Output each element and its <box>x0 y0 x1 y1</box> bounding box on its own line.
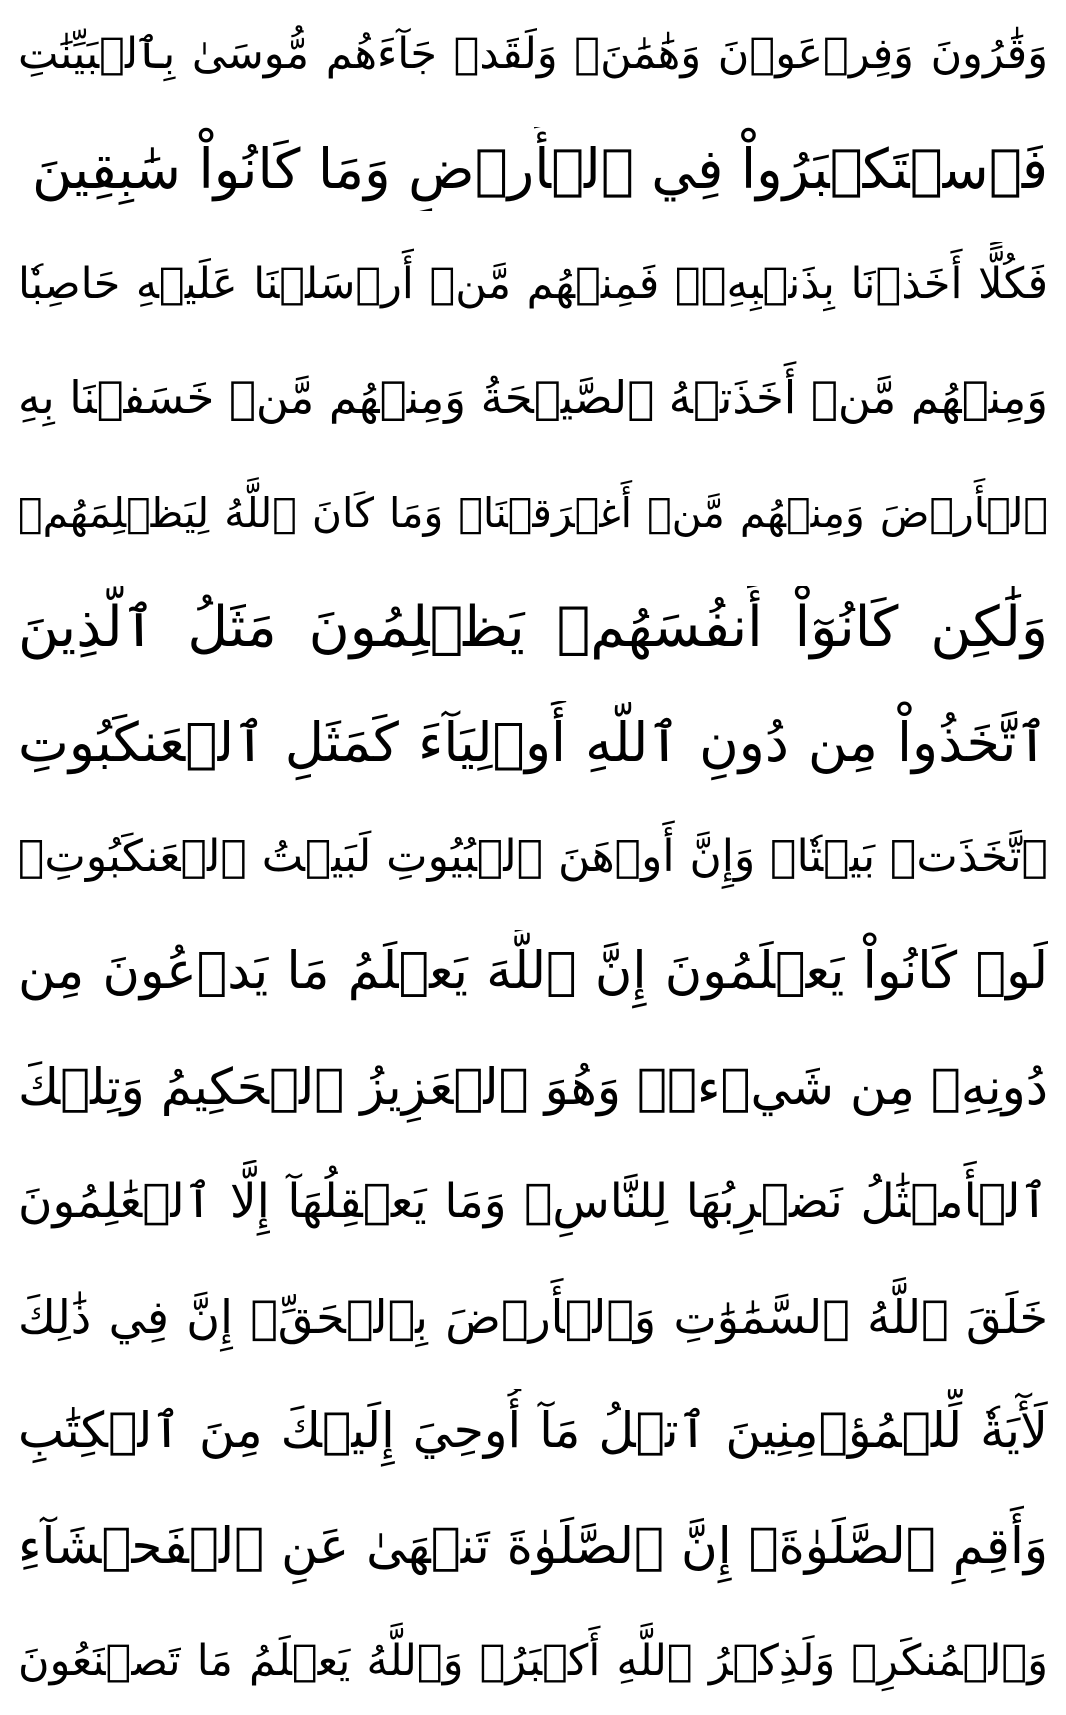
verse-line-11: ٱلۡأَمۡثَٰلُ نَضۡرِبُهَا لِلنَّاسِۖ وَمَا يَعۡقِلُهَآ إِلَّا ٱلۡعَٰلِمُونَ <box>18 1173 1048 1229</box>
verse-line-2: فَٱسۡتَكۡبَرُواْ فِي ٱلۡأَرۡضِ وَمَا كَانُواْ سَٰبِقِينَ <box>32 136 1048 201</box>
verse-line-6: وَلَٰكِن كَانُوٓاْ أَنفُسَهُمۡ يَظۡلِمُونَ مَثَلُ ٱلَّذِينَ <box>18 594 1048 660</box>
verse-line-4: وَمِنۡهُم مَّنۡ أَخَذَتۡهُ ٱلصَّيۡحَةُ وَمِنۡهُم مَّنۡ خَسَفۡنَا بِهِ <box>18 371 1048 425</box>
verse-line-5: ٱلۡأَرۡضَ وَمِنۡهُم مَّنۡ أَغۡرَقۡنَاۚ وَمَا كَانَ ٱللَّهُ لِيَظۡلِمَهُمۡ <box>18 489 1048 538</box>
verse-line-14: وَأَقِمِ ٱلصَّلَوٰةَۖ إِنَّ ٱلصَّلَوٰةَ تَنۡهَىٰ عَنِ ٱلۡفَحۡشَآءِ <box>18 1517 1048 1576</box>
verse-text-block <box>18 12 1048 1703</box>
verse-line-10: دُونِهِۦ مِن شَيۡءٖۚ وَهُوَ ٱلۡعَزِيزُ ٱلۡحَكِيمُ وَتِلۡكَ <box>18 1058 1048 1117</box>
verse-line-3: فَكُلًّا أَخَذۡنَا بِذَنۢبِهِۦۖ فَمِنۡهُم مَّنۡ أَرۡسَلۡنَا عَلَيۡهِ حَاصِبٗا <box>18 258 1048 309</box>
verse-line-8: ٱتَّخَذَتۡ بَيۡتٗاۖ وَإِنَّ أَوۡهَنَ ٱلۡبُيُوتِ لَبَيۡتُ ٱلۡعَنكَبُوتِۚ <box>18 831 1048 883</box>
verse-line-1: وَقَٰرُونَ وَفِرۡعَوۡنَ وَهَٰمَٰنَۖ وَلَقَدۡ جَآءَهُم مُّوسَىٰ بِٱلۡبَيِّنَٰتِ <box>18 29 1048 79</box>
verse-line-7: ٱتَّخَذُواْ مِن دُونِ ٱللَّهِ أَوۡلِيَآءَ كَمَثَلِ ٱلۡعَنكَبُوتِ <box>18 710 1048 774</box>
verse-line-12: خَلَقَ ٱللَّهُ ٱلسَّمَٰوَٰتِ وَٱلۡأَرۡضَ بِٱلۡحَقِّۚ إِنَّ فِي ذَٰلِكَ <box>18 1289 1048 1344</box>
verse-line-15: وَٱلۡمُنكَرِۗ وَلَذِكۡرُ ٱللَّهِ أَكۡبَرُۗ وَٱللَّهُ يَعۡلَمُ مَا تَصۡنَعُونَ <box>18 1635 1048 1686</box>
verse-line-13: لَأٓيَةٗ لِّلۡمُؤۡمِنِينَ ٱتۡلُ مَآ أُوحِيَ إِلَيۡكَ مِنَ ٱلۡكِتَٰبِ <box>18 1402 1048 1460</box>
verse-line-9: لَوۡ كَانُواْ يَعۡلَمُونَ إِنَّ ٱللَّهَ يَعۡلَمُ مَا يَدۡعُونَ مِن <box>18 942 1048 1002</box>
